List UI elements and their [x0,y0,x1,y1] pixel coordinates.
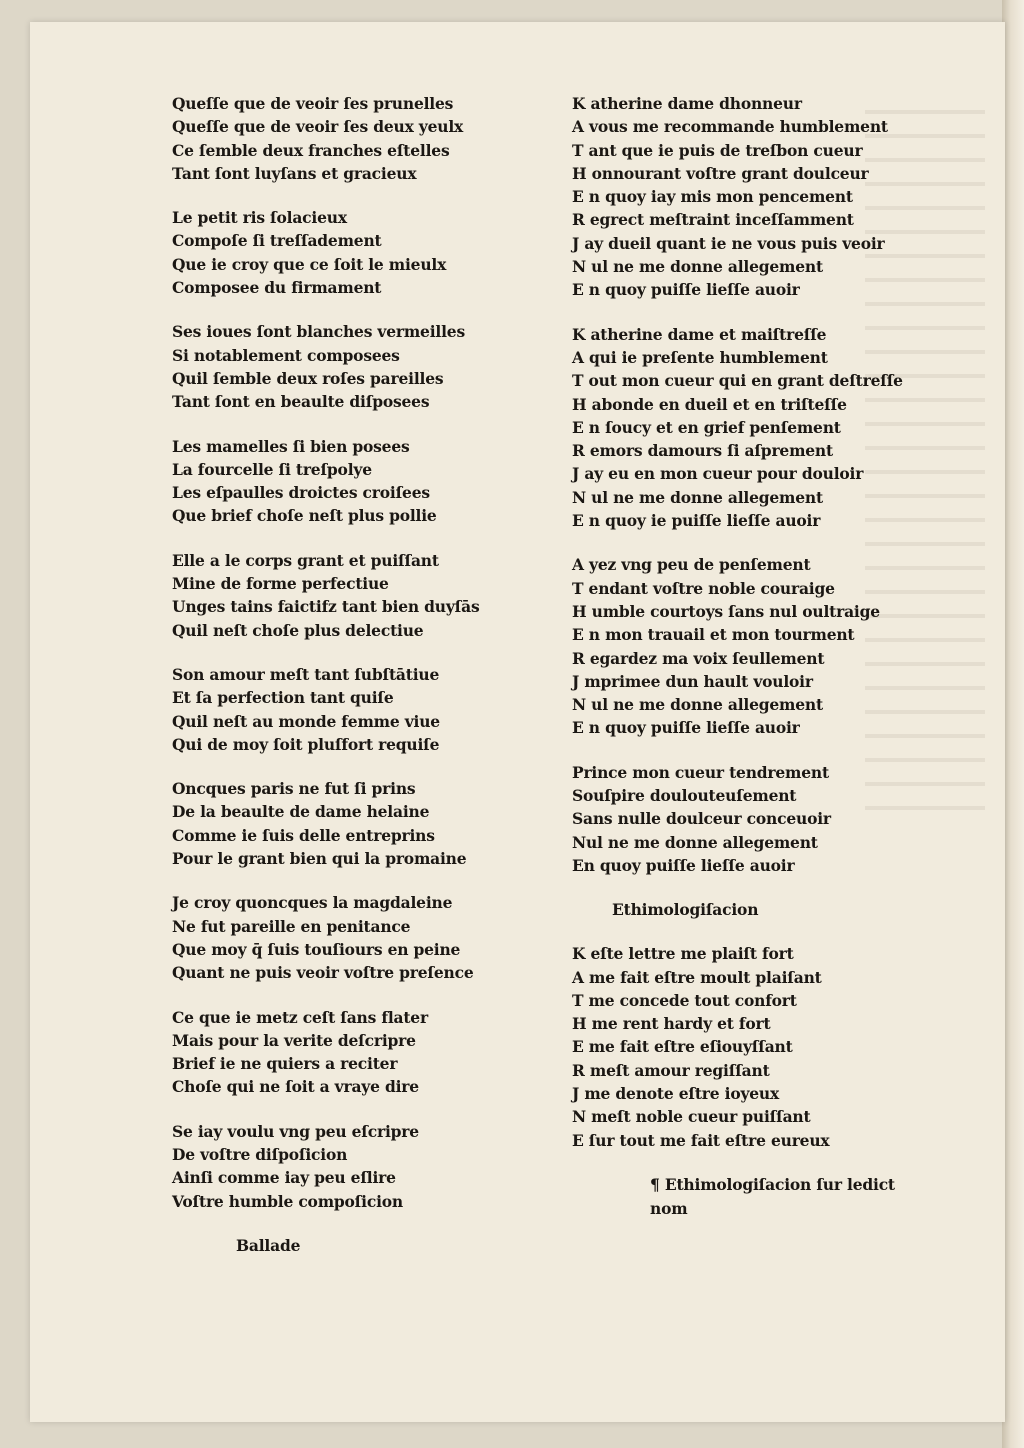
verse-line: A qui ie preſente humblement [572,347,828,367]
verse-line: N ul ne me donne allegement [572,487,823,507]
verse-line: Oncques paris ne fut ſi prins [172,779,416,799]
stanza [172,777,542,870]
verse-line: Ne fut pareille en penitance [172,916,411,936]
verse-line: K atherine dame dhonneur [572,94,802,113]
verse-line: Qui de moy ſoit pluſfort requiſe [172,734,440,754]
verse-line: E n quoy puiſſe lieſſe auoir [572,718,800,738]
verse-line: J ay eu en mon cueur pour douloir [572,464,864,484]
verse-line: J mprimee dun hault vouloir [572,671,813,691]
verse-line: Tant ſont en beaulte diſposees [172,392,430,412]
verse-line: Prince mon cueur tendrement [572,762,829,782]
stanza [172,206,542,299]
stanza [172,320,542,413]
verse-line: Unges tains faictifz tant bien duyſās [172,597,480,617]
verse-line: Mine de forme perfectiue [172,574,389,594]
verse-line: H abonde en dueil et en triſteſſe [572,394,847,414]
verse-line: E n quoy ie puiſſe lieſſe auoir [572,511,821,531]
verse-line: Que moy q̄ ſuis touſiours en peine [172,939,461,959]
verse-line: A me fait eſtre moult plaiſant [572,967,822,987]
verse-line: Quil neſt choſe plus delectiue [172,620,424,640]
verse-line: K atherine dame et maiſtreſſe [572,324,827,344]
verse-line: Les mamelles ſi bien posees [172,436,410,456]
verse-line: N meſt noble cueur puiſſant [572,1107,811,1127]
verse-line: Le petit ris ſolacieux [172,208,347,228]
verse-line: T endant voſtre noble couraige [572,578,835,598]
ballade-heading: Ballade [236,1235,301,1255]
verse-line: R egrect meſtraint inceſſamment [572,210,854,230]
verse-line: R emors damours ſi aſprement [572,441,833,461]
verse-line: E n mon trauail et mon tourment [572,625,855,645]
verse-line: R egardez ma voix ſeullement [572,648,825,668]
verse-line: Se iay voulu vng peu eſcripre [172,1121,419,1141]
verse-line: N ul ne me donne allegement [572,257,823,277]
verse-line: Tant ſont luyſans et gracieux [172,163,417,183]
verse-line: E n quoy puiſſe lieſſe auoir [572,280,800,300]
stanza [172,92,542,185]
verse-line: E n ſoucy et en grief penſement [572,417,841,437]
verse-line: Et ſa perfection tant quiſe [172,688,394,708]
verse-line: La fourcelle ſi treſpolye [172,459,372,479]
verse-line: Ce ſemble deux franches eſtelles [172,140,450,160]
stanza [172,1120,542,1213]
verse-line: J me denote eſtre ioyeux [572,1083,780,1103]
verse-line: Les eſpaulles droictes croiſees [172,483,430,503]
verse-line: A yez vng peu de penſement [572,555,811,575]
verse-line: H me rent hardy et fort [572,1014,771,1034]
verse-line: Comme ie ſuis delle entreprins [172,825,435,845]
verse-line: Ce que ie metz ceſt ſans flater [172,1007,428,1027]
verse-line: Si notablement composees [172,345,400,365]
stanza [172,549,542,642]
page-edge [1002,0,1024,1448]
verse-line: E n quoy iay mis mon pencement [572,187,853,207]
verse-line: Pour le grant bien qui la promaine [172,849,467,869]
verse-line: De la beaulte de dame helaine [172,802,430,822]
stanza [572,553,932,739]
verse-line: T ant que ie puis de treſbon cueur [572,140,863,160]
etymology-stanza [572,942,932,1152]
verse-line: Nul ne me donne allegement [572,832,818,852]
verse-line: Mais pour la verite deſcripre [172,1030,416,1050]
verse-line: Ainſi comme iay peu eſlire [172,1168,396,1188]
stanza [572,92,932,302]
stanza [172,663,542,756]
verse-line: T out mon cueur qui en grant deſtreſſe [572,371,903,391]
verse-line: J ay dueil quant ie ne vous puis veoir [572,233,885,253]
verse-line: De voſtre diſpoſicion [172,1144,348,1164]
verse-line: Son amour meſt tant ſubſtātiue [172,664,440,684]
verse-line: A vous me recommande humblement [572,117,888,137]
verse-line: Choſe qui ne ſoit a vraye dire [172,1077,419,1097]
verse-line: Quil neſt au monde femme viue [172,711,440,731]
left-text-column [172,92,542,1278]
verse-line: Souſpire doulouteuſement [572,786,797,806]
verse-line: N ul ne me donne allegement [572,695,823,715]
verse-line: R meſt amour regiſſant [572,1060,770,1080]
verse-line: Je croy quoncques la magdaleine [172,893,453,913]
verse-line: Sans nulle doulceur conceuoir [572,809,831,829]
verse-line: Queſſe que de veoir ſes deux yeulx [172,117,464,137]
ethimologisacion-heading: Ethimologiſacion [612,900,759,920]
verse-line: Compoſe ſi treſſadement [172,231,382,251]
verse-line: Quant ne puis veoir voſtre preſence [172,963,474,983]
stanza [172,435,542,528]
closing-rubric: ¶ Ethimologiſacion ſur ledict nom [650,1174,895,1218]
verse-line: Brief ie ne quiers a reciter [172,1054,398,1074]
verse-line: Composee du firmament [172,278,382,298]
verse-line: H umble courtoys ſans nul oultraige [572,601,880,621]
verse-line: Elle a le corps grant et puiſſant [172,550,439,570]
verse-line: En quoy puiſſe lieſſe auoir [572,855,795,875]
stanza [572,323,932,533]
verse-line: H onnourant voſtre grant doulceur [572,163,869,183]
verse-line: T me concede tout confort [572,990,797,1010]
stanza [572,761,932,877]
verse-line: Voſtre humble compoſicion [172,1191,403,1211]
verse-line: Que ie croy que ce ſoit le mieulx [172,254,447,274]
right-text-column [572,92,932,1221]
verse-line: Queſſe que de veoir ſes prunelles [172,94,454,113]
stanza [172,1006,542,1099]
verse-line: Que brief choſe neſt plus pollie [172,506,437,526]
stanza [172,891,542,984]
verse-line: E ſur tout me fait eſtre eureux [572,1130,830,1150]
verse-line: E me fait eſtre eſiouyſſant [572,1037,793,1057]
verse-line: Quil ſemble deux roſes pareilles [172,368,444,388]
verse-line: K eſte lettre me plaiſt fort [572,944,794,964]
verse-line: Ses ioues ſont blanches vermeilles [172,322,465,342]
